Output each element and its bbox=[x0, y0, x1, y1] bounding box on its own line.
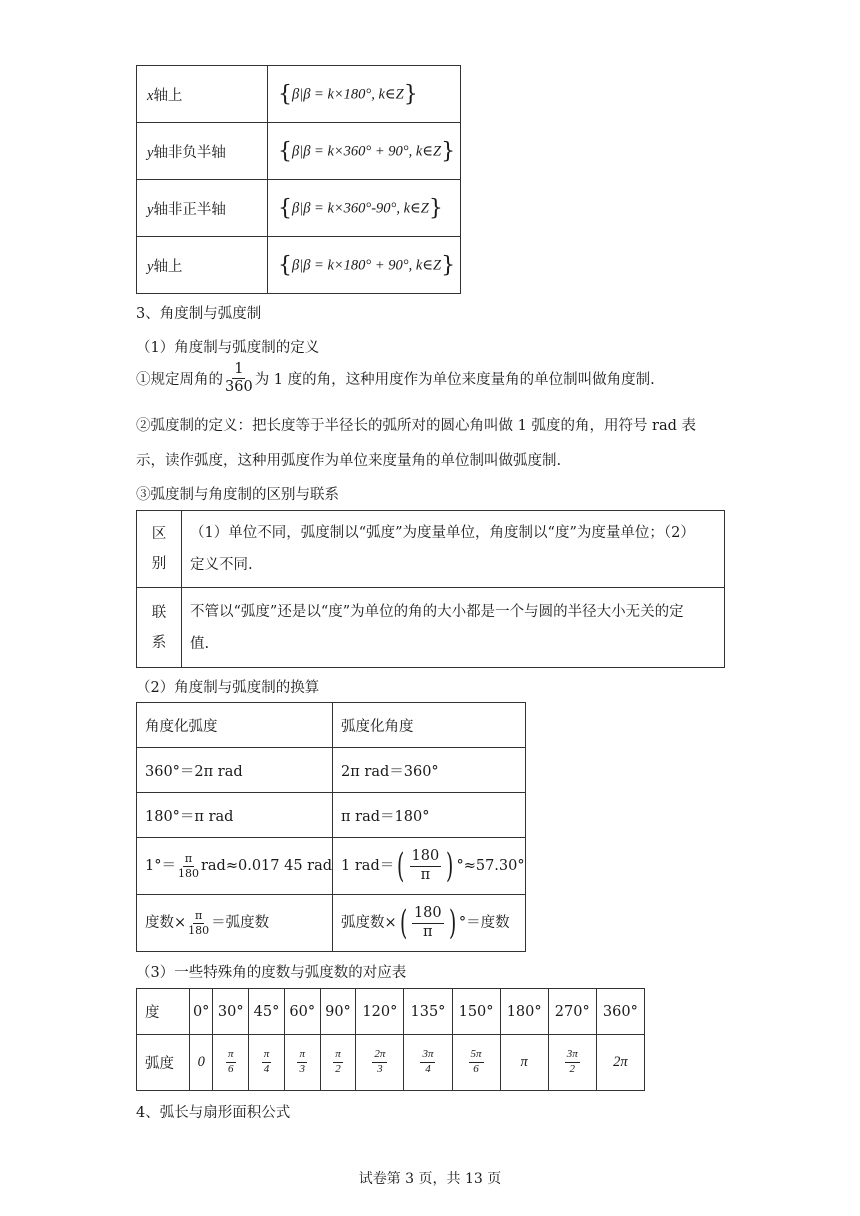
special-angles-table bbox=[136, 988, 645, 1091]
degree-cell: 60° bbox=[284, 989, 320, 1035]
frac-num: 3π bbox=[565, 1049, 580, 1063]
degree-cell: 120° bbox=[356, 989, 404, 1035]
conv-cell: 2π rad＝360° bbox=[333, 748, 526, 793]
conv-cell bbox=[333, 895, 526, 952]
axis-set-table bbox=[136, 65, 461, 294]
diff-line: 定义不同. bbox=[190, 557, 253, 573]
axis-set-cell: {β|β = k×180° + 90°, k∈Z} bbox=[268, 237, 461, 294]
axis-set-formula: β|β = k×360° + 90°, k∈Z bbox=[292, 143, 442, 159]
conv-cell: 360°＝2π rad bbox=[137, 748, 333, 793]
frac-num: π bbox=[297, 1049, 307, 1063]
degree-label: 度 bbox=[137, 989, 190, 1035]
relation-line: 值. bbox=[190, 635, 210, 652]
frac-num: 180 bbox=[412, 906, 444, 923]
axis-var: y bbox=[147, 201, 154, 218]
frac-den: 6 bbox=[473, 1063, 479, 1075]
conv-header-right: 弧度化角度 bbox=[333, 703, 526, 748]
relation-line: 不管以“弧度”还是以“度”为单位的角的大小都是一个与圆的半径大小无关的定 bbox=[190, 603, 684, 620]
diff-label-cell bbox=[137, 511, 182, 588]
axis-set-cell: {β|β = k×360° + 90°, k∈Z} bbox=[268, 123, 461, 180]
radian-label: 弧度 bbox=[137, 1035, 190, 1091]
radian-cell bbox=[452, 1035, 500, 1091]
conv-fraction bbox=[412, 906, 444, 939]
degree-cell: 270° bbox=[548, 989, 596, 1035]
frac-num: 180 bbox=[410, 849, 442, 866]
frac-den: 4 bbox=[263, 1063, 270, 1075]
radian-cell bbox=[356, 1035, 404, 1091]
axis-label-text: 轴非负半轴 bbox=[153, 144, 226, 161]
axis-label-text: 轴上 bbox=[153, 258, 183, 275]
conv-cell: 180°＝π rad bbox=[137, 793, 333, 838]
degree-cell: 30° bbox=[213, 989, 249, 1035]
axis-set-formula: β|β = k×180° + 90°, k∈Z bbox=[292, 257, 442, 273]
relation-label-char: 系 bbox=[151, 634, 167, 651]
axis-label-cell bbox=[137, 237, 268, 294]
radian-fraction bbox=[262, 1049, 272, 1075]
item1-line bbox=[136, 362, 655, 395]
radian-cell bbox=[500, 1035, 548, 1091]
radian-cell bbox=[213, 1035, 249, 1091]
radian-cell bbox=[404, 1035, 452, 1091]
diff-line: （1）单位不同，弧度制以“弧度”为度量单位，角度制以“度”为度量单位；（2） bbox=[190, 525, 695, 541]
radian-cell bbox=[548, 1035, 596, 1091]
sub1-title: （1）角度制与弧度制的定义 bbox=[136, 340, 320, 356]
conv-text: 1°＝ bbox=[145, 858, 176, 874]
frac-num: π bbox=[184, 851, 193, 865]
frac-num: π bbox=[226, 1049, 236, 1063]
page-footer: 试卷第 3 页，共 13 页 bbox=[358, 1171, 502, 1187]
radian-cell bbox=[284, 1035, 320, 1091]
sub2-title: （2）角度制与弧度制的换算 bbox=[136, 680, 320, 696]
paren-group: ( $\frac{180}{\pi}$ ) bbox=[397, 846, 454, 886]
frac-den: 3 bbox=[299, 1063, 305, 1075]
frac-den: 180 bbox=[177, 866, 199, 880]
frac-den: 6 bbox=[228, 1063, 234, 1075]
section3-title: 3、角度制与弧度制 bbox=[136, 306, 262, 322]
conv-cell bbox=[137, 838, 333, 895]
frac-num: 3π bbox=[420, 1049, 435, 1063]
frac-num: π bbox=[195, 908, 203, 922]
frac-den: π bbox=[423, 923, 433, 940]
paren-group: ( $\frac{180}{\pi}$ ) bbox=[399, 903, 456, 943]
axis-set-cell: {β|β = k×360°-90°, k∈Z} bbox=[268, 180, 461, 237]
conv-fraction bbox=[188, 910, 209, 936]
conv-text: ＝弧度数 bbox=[211, 915, 270, 931]
axis-var: x bbox=[147, 87, 154, 104]
item1-after: 为 1 度的角，这种用度作为单位来度量角的单位制叫做角度制. bbox=[254, 372, 655, 389]
radian-fraction bbox=[333, 1049, 343, 1075]
item1-fraction bbox=[225, 362, 253, 395]
radian-cell bbox=[190, 1035, 213, 1091]
radian-cell bbox=[320, 1035, 356, 1091]
degree-cell: 180° bbox=[500, 989, 548, 1035]
degree-cell: 0° bbox=[190, 989, 213, 1035]
conv-cell: π rad＝180° bbox=[333, 793, 526, 838]
frac-num: 5π bbox=[469, 1049, 484, 1063]
diff-content-cell bbox=[182, 511, 725, 588]
item1-before: ①规定周角的 bbox=[136, 372, 223, 389]
axis-set-cell: {β|β = k×180°, k∈Z} bbox=[268, 66, 461, 123]
axis-label-text: 轴非正半轴 bbox=[153, 201, 226, 218]
radian-fraction bbox=[565, 1049, 580, 1075]
item1-frac-num: 1 bbox=[232, 362, 245, 379]
diff-table bbox=[136, 510, 725, 668]
item1-frac-den: 360 bbox=[225, 379, 253, 396]
relation-content-cell bbox=[182, 588, 725, 668]
axis-label-cell bbox=[137, 180, 268, 237]
conv-fraction bbox=[410, 849, 442, 882]
conversion-table bbox=[136, 702, 526, 952]
radian-cell bbox=[249, 1035, 285, 1091]
frac-den: 4 bbox=[425, 1063, 431, 1075]
conv-text: 弧度数× bbox=[341, 915, 397, 931]
radian-fraction bbox=[420, 1049, 435, 1075]
axis-label-text: 轴上 bbox=[153, 87, 183, 104]
conv-text: rad≈0.017 45 rad bbox=[200, 858, 333, 874]
radian-cell bbox=[596, 1035, 644, 1091]
frac-den: 180 bbox=[188, 923, 210, 937]
frac-den: 2 bbox=[335, 1063, 341, 1075]
conv-cell bbox=[137, 895, 333, 952]
conv-header-left: 角度化弧度 bbox=[137, 703, 333, 748]
relation-label-cell bbox=[137, 588, 182, 668]
item3-title: ③弧度制与角度制的区别与联系 bbox=[136, 487, 339, 503]
degree-cell: 150° bbox=[452, 989, 500, 1035]
radian-whole: π bbox=[520, 1054, 528, 1070]
degree-row bbox=[137, 989, 645, 1035]
diff-label-char: 别 bbox=[151, 556, 167, 572]
degree-cell: 45° bbox=[249, 989, 285, 1035]
conv-fraction bbox=[178, 853, 199, 879]
conv-text: °＝度数 bbox=[458, 915, 510, 931]
relation-label-char: 联 bbox=[151, 604, 167, 621]
radian-fraction bbox=[469, 1049, 484, 1075]
frac-den: 3 bbox=[377, 1063, 383, 1075]
conv-cell bbox=[333, 838, 526, 895]
axis-label-cell bbox=[137, 123, 268, 180]
frac-num: π bbox=[262, 1049, 272, 1063]
radian-fraction bbox=[226, 1049, 236, 1075]
sub3-title: （3）一些特殊角的度数与弧度数的对应表 bbox=[136, 965, 407, 981]
frac-num: π bbox=[333, 1049, 343, 1063]
frac-den: π bbox=[420, 866, 431, 883]
frac-num: 2π bbox=[372, 1049, 387, 1063]
frac-den: 2 bbox=[569, 1063, 575, 1075]
axis-var: y bbox=[147, 144, 154, 161]
section4-title: 4、弧长与扇形面积公式 bbox=[136, 1105, 291, 1121]
item2-line1: ②弧度制的定义：把长度等于半径长的弧所对的圆心角叫做 1 弧度的角，用符号 rad 表 bbox=[136, 418, 697, 434]
radian-whole: 0 bbox=[197, 1054, 205, 1070]
degree-cell: 135° bbox=[404, 989, 452, 1035]
conv-text: 度数× bbox=[145, 915, 187, 931]
item2-line2: 示，读作弧度，这种用弧度作为单位来度量角的单位制叫做弧度制. bbox=[136, 453, 562, 469]
degree-cell: 360° bbox=[596, 989, 644, 1035]
axis-set-formula: β|β = k×180°, k∈Z bbox=[292, 86, 404, 102]
degree-cell: 90° bbox=[320, 989, 356, 1035]
conv-text: 1 rad＝ bbox=[341, 858, 395, 874]
axis-set-formula: β|β = k×360°-90°, k∈Z bbox=[292, 200, 429, 216]
diff-label-char: 区 bbox=[151, 526, 167, 542]
radian-whole: 2π bbox=[613, 1054, 628, 1070]
radian-fraction bbox=[297, 1049, 307, 1075]
radian-fraction bbox=[372, 1049, 387, 1075]
axis-var: y bbox=[147, 258, 154, 275]
conv-text: °≈57.30° bbox=[456, 858, 525, 874]
radian-row bbox=[137, 1035, 645, 1091]
axis-label-cell bbox=[137, 66, 268, 123]
